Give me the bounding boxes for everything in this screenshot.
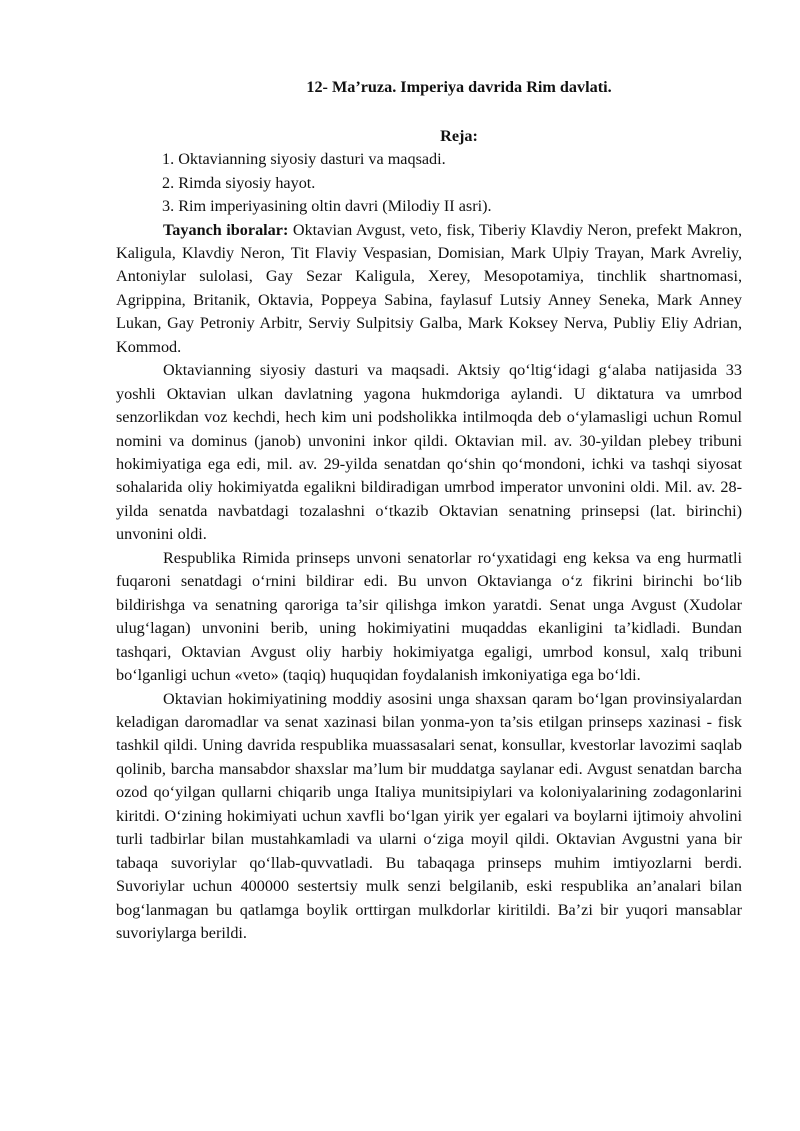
body-paragraph: Respublika Rimida prinseps unvoni senatorlar ro‘yxatidagi eng keksa va eng hurmatli fuqaroni senatdagi o‘rnini bildirar edi. Bu unvon Oktavianga o‘z fikrini birinchi bo‘lib bildirishga va senatning qaroriga ta’sir qilishga imkon yaratdi. Senat unga Avgust (Xudolar ulug‘lagan) unvonini berib, uning hokimiyatini muqaddas ekanligini ta’kidladi. Bundan tashqari, Oktavian Avgust oliy harbiy hokimiyatga egaligi, umrbod konsul, xalq tribuni bo‘lganligi uchun «veto» (taqiq) huquqidan foydalanish imkoniyatiga ega bo‘ldi.: [116, 548, 742, 685]
plan-list: [116, 148, 742, 219]
keywords-paragraph: [116, 219, 742, 360]
plan-heading: Reja:: [440, 127, 478, 145]
lecture-title: 12- Ma’ruza. Imperiya davrida Rim davlati.: [306, 78, 612, 96]
document-page: [116, 76, 742, 946]
keywords-text: Oktavian Avgust, veto, fisk, Tiberiy Klavdiy Neron, prefekt Makron, Kaligula, Klavdiy Neron, Tit Flaviy Vespasian, Domisian, Mark Ulpiy Trayan, Mark Avreliy, Antoniylar sulolasi, Gay Sezar Kaligula, Xerey, Mesopotamiya, tinchlik shartnomasi, Agrippina, Britanik, Oktavia, Poppeya Sabina, faylasuf Lutsiy Anney Seneka, Mark Anney Lukan, Gay Petroniy Arbitr, Serviy Sulpitsiy Galba, Mark Koksey Nerva, Publiy Eliy Adrian, Kommod.: [116, 220, 742, 356]
keywords-label: Tayanch iboralar:: [163, 220, 289, 239]
plan-item: 2. Rimda siyosiy hayot.: [162, 173, 316, 192]
plan-item: 3. Rim imperiyasining oltin davri (Milodiy II asri).: [162, 197, 492, 215]
body-paragraph: Oktavianning siyosiy dasturi va maqsadi. Aktsiy qo‘ltig‘idagi g‘alaba natijasida 33 yoshli Oktavian ulkan davlatning yagona hukmdoriga aylandi. U diktatura va umrbod senzorlikdan voz kechdi, hech kim uni podsholikka intilmoqda deb o‘ylamasligi uchun Romul nomini va dominus (janob) unvonini inkor qildi. Oktavian mil. av. 30-yildan plebey tribuni hokimiyatiga ega edi, mil. av. 29-yilda senatdan qo‘shin qo‘mondoni, ichki va tashqi siyosat sohalarida oliy hokimiyatda egalikni bildiradigan umrbod imperator unvonini oldi. Mil. av. 28-yilda senatda navbatdagi tozalashni o‘tkazib Oktavian senatning prinsepsi (lat. birinchi) unvonini oldi.: [116, 361, 742, 544]
body-paragraph: Oktavian hokimiyatining moddiy asosini unga shaxsan qaram bo‘lgan provinsiyalardan keladigan daromadlar va senat xazinasi bilan yonma-yon ta’sis etilgan prinseps xazinasi - fisk tashkil qildi. Uning davrida respublika muassasalari senat, konsullar, kvestorlar lavozimi saqlab qolinib, barcha mansabdor shaxslar ma’lum bir muddatga saylanar edi. Avgust senatdan barcha ozod qo‘yilgan qullarni chiqarib unga Italiya munitsipiylari va koloniyalarining zodagonlarini kiritdi. O‘zining hokimiyati uchun xavfli bo‘lgan yirik yer egalari va boylarni ijtimoiy ahvolini turli tadbirlar bilan mustahkamladi va ularni o‘ziga moyil qildi. Oktavian Avgustni yana bir tabaqa suvoriylar qo‘llab-quvvatladi. Bu tabaqaga prinseps muhim imtiyozlarni berdi. Suvoriylar uchun 400000 sestertsiy mulk senzi belgilanib, eski respublika an’analari bilan bog‘lanmagan bu qatlamga boylik orttirgan mulkdorlar kiritildi. Ba’zi bir yuqori mansablar suvoriylarga berildi.: [116, 689, 742, 943]
plan-item: 1. Oktavianning siyosiy dasturi va maqsadi.: [162, 150, 446, 168]
